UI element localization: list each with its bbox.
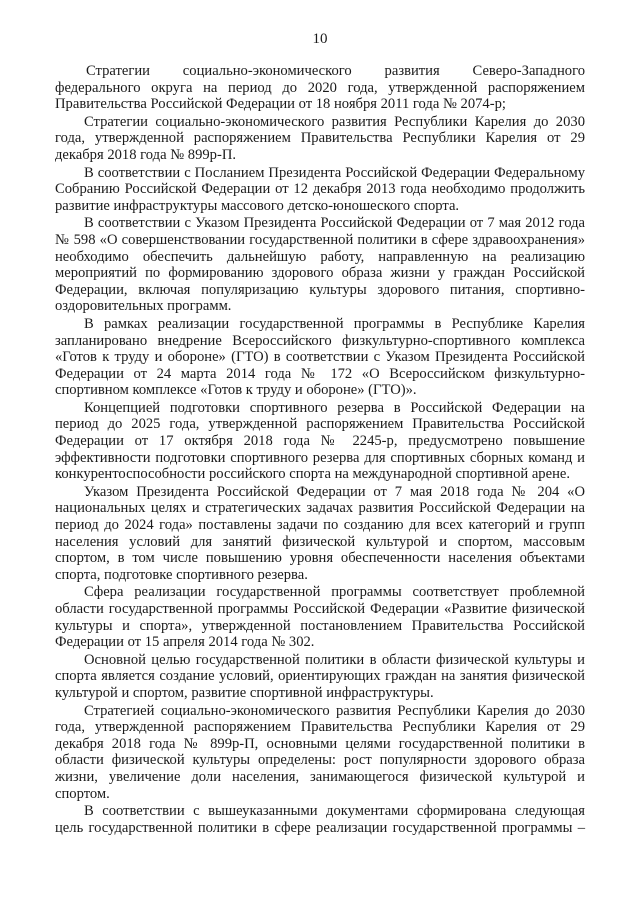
paragraph: Стратегией социально-экономического развития Республики Карелия до 2030 года, утвержденной распоряжением Правительства Республики Карелия от 29 декабря 2018 года № 899р-П, основными целями государственной политики в области физической культуры определены: рост популярности здорового образа жизни, увеличение доли населения, занимающегося физической культурой и спортом. [55,702,585,802]
paragraph: Основной целью государственной политики в области физической культуры и спорта является создание условий, ориентирующих граждан на занятия физической культурой и спортом, развитие спортивной инфраструктуры. [55,651,585,701]
paragraph: В соответствии с Посланием Президента Российской Федерации Федеральному Собранию Российской Федерации от 12 декабря 2013 года необходимо продолжить развитие инфраструктуры массового детско-юношеского спорта. [55,164,585,214]
paragraph: Стратегии социально-экономического развития Республики Карелия до 2030 года, утвержденной распоряжением Правительства Республики Карелия от 29 декабря 2018 года № 899р-П. [55,113,585,163]
paragraph: Указом Президента Российской Федерации от 7 мая 2018 года № 204 «О национальных целях и стратегических задачах развития Российской Федерации на период до 2024 года» поставлены задачи по созданию для всех категорий и групп населения условий для занятий физической культурой и спортом, массовым спортом, в том числе повышению уровня обеспеченности населения объектами спорта, подготовке спортивного резерва. [55,483,585,583]
paragraph: В рамках реализации государственной программы в Республике Карелия запланировано внедрение Всероссийского физкультурно-спортивного комплекса «Готов к труду и обороне» (ГТО) в соответствии с Указом Президента Российской Федерации от 24 марта 2014 года № 172 «О Всероссийском физкультурно-спортивном комплексе «Готов к труду и обороне» (ГТО)». [55,315,585,399]
document-body [55,63,585,837]
paragraph: Стратегии социально-экономического развития Северо-Западного федерального округа на период до 2020 года, утвержденной распоряжением Правительства Российской Федерации от 18 ноября 2011 года № 2074-р; [55,63,585,113]
paragraph: В соответствии с вышеуказанными документами сформирована следующая цель государственной политики в сфере реализации государственной программы – [55,803,585,836]
paragraph: Концепцией подготовки спортивного резерва в Российской Федерации на период до 2025 года, утвержденной распоряжением Правительства Российской Федерации от 17 октября 2018 года № 2245-р, предусмотрено повышение эффективности подготовки спортивного резерва для спортивных сборных команд и конкурентоспособности российского спорта на международной спортивной арене. [55,399,585,483]
page-number: 10 [312,31,328,47]
paragraph: Сфера реализации государственной программы соответствует проблемной области государственной программы Российской Федерации «Развитие физической культуры и спорта», утвержденной постановлением Правительства Российской Федерации от 15 апреля 2014 года № 302. [55,584,585,651]
paragraph: В соответствии с Указом Президента Российской Федерации от 7 мая 2012 года № 598 «О совершенствовании государственной политики в сфере здравоохранения» необходимо обеспечить дальнейшую работу, направленную на реализацию мероприятий по формированию здорового образа жизни у граждан Российской Федерации, включая популяризацию культуры здорового питания, спортивно-оздоровительных программ. [55,215,585,315]
